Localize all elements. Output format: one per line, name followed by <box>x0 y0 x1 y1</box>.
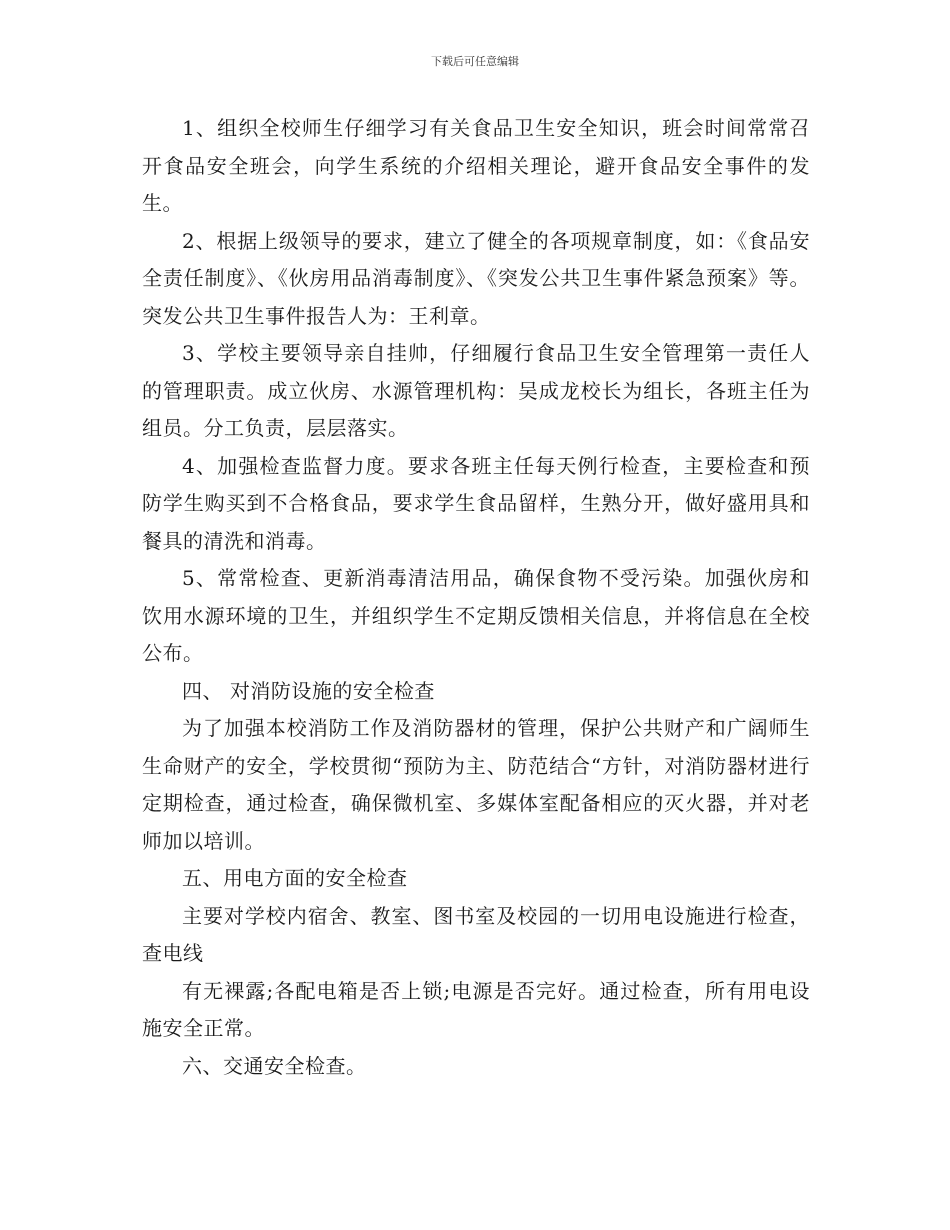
paragraph-rules-system: 2、根据上级领导的要求，建立了健全的各项规章制度，如：《食品安全责任制度》、《伙房用品消毒制度》、《突发公共卫生事件紧急预案》等。突发公共卫生事件报告人为：王利章。 <box>142 228 810 328</box>
paragraph-electrical-inspection: 主要对学校内宿舍、教室、图书室及校园的一切用电设施进行检查，查电线 <box>142 903 810 965</box>
paragraph-leadership-responsibility: 3、学校主要领导亲自挂帅，仔细履行食品卫生安全管理第一责任人的管理职责。成立伙房、水源管理机构：吴成龙校长为组长，各班主任为组员。分工负责，层层落实。 <box>142 341 810 440</box>
section-heading-electrical-safety: 五、用电方面的安全检查 <box>182 866 408 890</box>
paragraph-inspection-supervision: 4、加强检查监督力度。要求各班主任每天例行检查，主要检查和预防学生购买到不合格食品，要求学生食品留样，生熟分开，做好盛用具和餐具的清洗和消毒。 <box>142 453 810 553</box>
paragraph-disinfection-supplies: 5、常常检查、更新消毒清洁用品，确保食物不受污染。加强伙房和饮用水源环境的卫生，并组织学生不定期反馈相关信息，并将信息在全校公布。 <box>142 566 810 665</box>
paragraph-food-safety-study: 1、组织全校师生仔细学习有关食品卫生安全知识，班会时间常常召开食品安全班会，向学生系统的介绍相关理论，避开食品安全事件的发生。 <box>142 116 810 215</box>
document-body <box>142 110 810 1085</box>
paragraph-fire-equipment: 为了加强本校消防工作及消防器材的管理，保护公共财产和广阔师生生命财产的安全，学校贯彻“预防为主、防范结合“方针，对消防器材进行定期检查，通过检查，确保微机室、多媒体室配备相应的灭火器，并对老师加以培训。 <box>142 716 810 853</box>
page-header-note: 下载后可任意编辑 <box>431 55 519 68</box>
paragraph-electrical-results: 有无裸露;各配电箱是否上锁;电源是否完好。通过检查，所有用电设施安全正常。 <box>142 978 810 1040</box>
section-heading-fire-safety: 四、 对消防设施的安全检查 <box>182 678 435 703</box>
section-heading-traffic-safety: 六、交通安全检查。 <box>182 1053 367 1078</box>
